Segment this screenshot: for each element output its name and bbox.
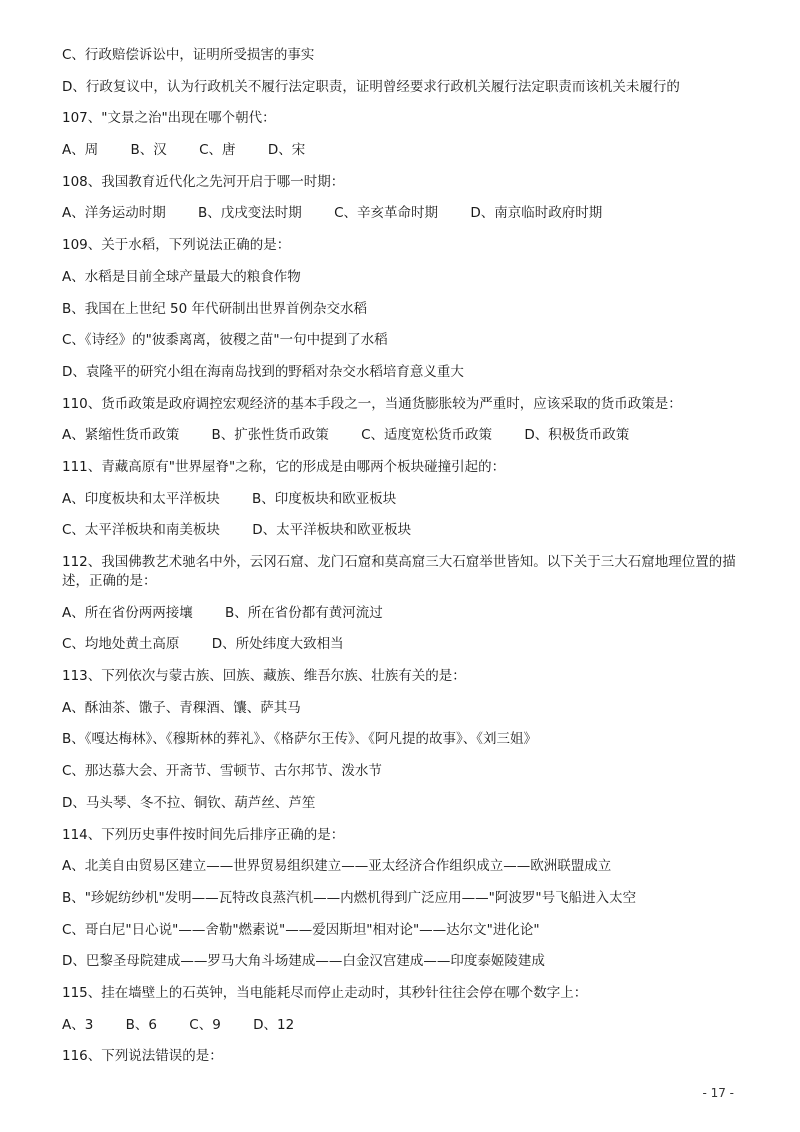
option-line: C、那达慕大会、开斋节、雪顿节、古尔邦节、泼水节 [62,763,382,780]
question-112: 112、我国佛教艺术驰名中外，云冈石窟、龙门石窟和莫高窟三大石窟举世皆知。以下关于三大石窟地理位置的描述，正确的是： [62,554,736,589]
option: B、所在省份都有黄河流过 [225,604,383,621]
page-number: - 17 - [702,1086,734,1100]
option: D、12 [253,1016,295,1033]
option-line: A、水稻是目前全球产量最大的粮食作物 [62,268,301,285]
options-107 [62,141,752,160]
option: A、周 [62,142,99,159]
page-content [62,46,752,1079]
option-line: C、《诗经》的"彼黍离离，彼稷之苗"一句中提到了水稻 [62,332,388,349]
option: A、印度板块和太平洋板块 [62,490,220,507]
question-110: 110、货币政策是政府调控宏观经济的基本手段之一，当通货膨胀较为严重时，应该采取的货币政策是： [62,395,682,412]
option: C、适度宽松货币政策 [361,427,493,444]
option: D、南京临时政府时期 [470,205,603,222]
question-107: 107、"文景之治"出现在哪个朝代： [62,110,276,127]
option: C、辛亥革命时期 [334,205,439,222]
options-115 [62,1016,752,1035]
option: A、洋务运动时期 [62,205,166,222]
option: B、扩张性货币政策 [211,427,329,444]
option: B、戊戌变法时期 [198,205,302,222]
question-114: 114、下列历史事件按时间先后排序正确的是： [62,826,345,843]
option: A、紧缩性货币政策 [62,427,180,444]
question-116: 116、下列说法错误的是： [62,1048,223,1065]
option: A、3 [62,1016,94,1033]
option-line: B、《嘎达梅林》、《穆斯林的葬礼》、《格萨尔王传》、《阿凡提的故事》、《刘三姐》 [62,731,538,748]
options-111-cd [62,521,752,540]
option: D、所处纬度大致相当 [211,636,344,653]
options-112-cd [62,635,752,654]
option: D、宋 [267,142,306,159]
option: B、印度板块和欧亚板块 [252,490,397,507]
question-111: 111、青藏高原有"世界屋脊"之称，它的形成是由哪两个板块碰撞引起的： [62,458,506,475]
question-113: 113、下列依次与蒙古族、回族、藏族、维吾尔族、壮族有关的是： [62,668,466,685]
option: B、6 [125,1016,157,1033]
option-line: A、北美自由贸易区建立——世界贸易组织建立——亚太经济合作组织成立——欧洲联盟成立 [62,858,612,875]
option: D、积极货币政策 [524,427,630,444]
options-112-ab [62,604,752,623]
options-111-ab [62,490,752,509]
option: C、太平洋板块和南美板块 [62,522,220,539]
option-line: D、袁隆平的研究小组在海南岛找到的野稻对杂交水稻培育意义重大 [62,363,464,380]
option: C、唐 [199,142,236,159]
option-line: D、行政复议中，认为行政机关不履行法定职责，证明曾经要求行政机关履行法定职责而该机关未履行的 [62,78,680,95]
option: C、9 [189,1016,221,1033]
option-line: C、哥白尼"日心说"——舍勒"燃素说"——爱因斯坦"相对论"——达尔文"进化论" [62,921,540,938]
question-115: 115、挂在墙壁上的石英钟，当电能耗尽而停止走动时，其秒针往往会停在哪个数字上： [62,984,588,1001]
question-108: 108、我国教育近代化之先河开启于哪一时期： [62,173,345,190]
option-line: B、"珍妮纺纱机"发明——瓦特改良蒸汽机——内燃机得到广泛应用——"阿波罗"号飞船进入太空 [62,889,637,906]
option-line: C、行政赔偿诉讼中，证明所受损害的事实 [62,47,315,63]
option: A、所在省份两两接壤 [62,604,193,621]
question-109: 109、关于水稻，下列说法正确的是： [62,237,291,254]
option-line: D、巴黎圣母院建成——罗马大角斗场建成——白金汉宫建成——印度泰姬陵建成 [62,953,545,970]
option-line: D、马头琴、冬不拉、铜钦、葫芦丝、芦笙 [62,794,316,811]
option: D、太平洋板块和欧亚板块 [252,522,412,539]
option: C、均地处黄土高原 [62,636,180,653]
option-line: A、酥油茶、馓子、青稞酒、馕、萨其马 [62,699,301,716]
option-line: B、我国在上世纪 50 年代研制出世界首例杂交水稻 [62,300,368,317]
option: B、汉 [130,142,167,159]
options-110 [62,426,752,445]
options-108 [62,204,752,223]
